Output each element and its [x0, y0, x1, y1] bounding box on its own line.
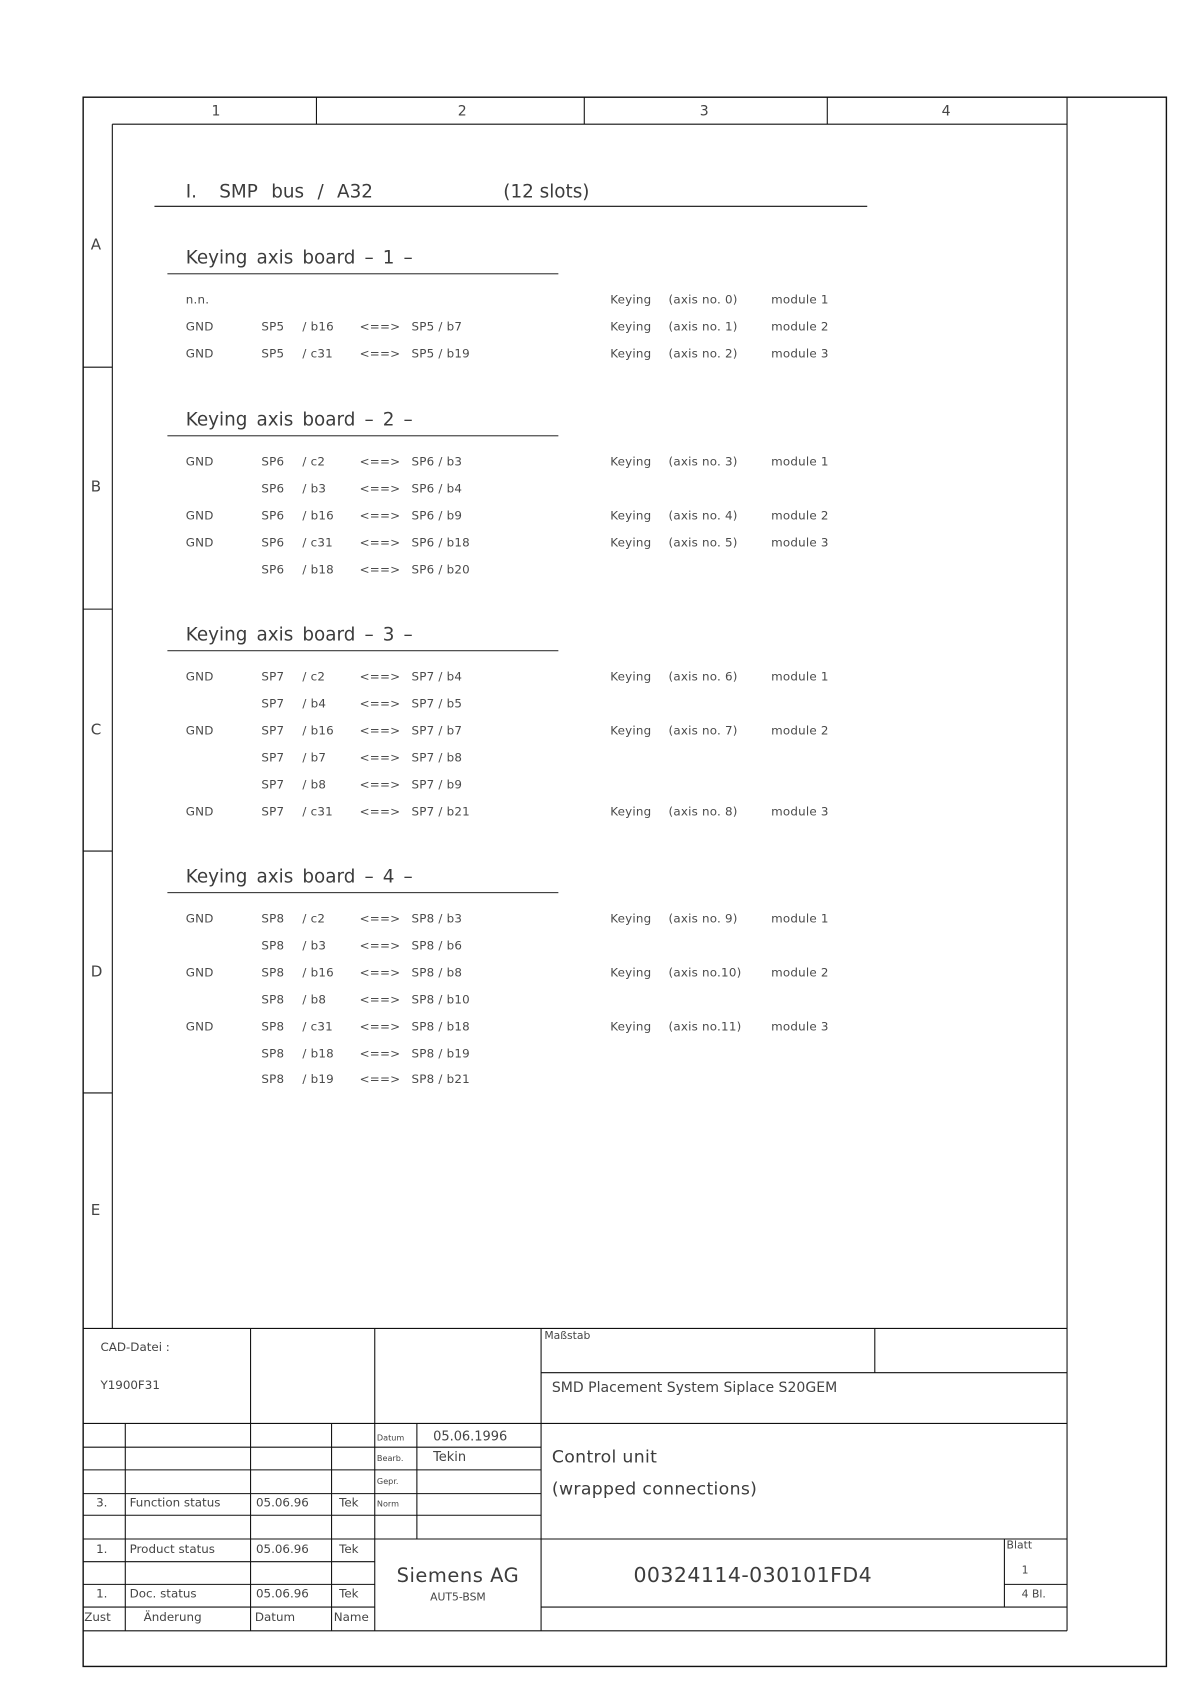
- connection-axis: (axis no. 5): [668, 535, 738, 550]
- connection-pin: / b8: [302, 777, 327, 792]
- department: AUT5-BSM: [430, 1591, 486, 1604]
- page-title: SMP bus / A32: [219, 181, 373, 204]
- revision-header-name: Name: [333, 1610, 369, 1625]
- connection-from: SP7: [261, 804, 285, 819]
- connection-pin: / c2: [302, 454, 326, 469]
- checked-label: Gepr.: [376, 1476, 399, 1487]
- connection-from: SP6: [261, 535, 285, 550]
- revision-change: Product status: [129, 1542, 215, 1557]
- connection-to: SP7 / b8: [411, 750, 463, 765]
- section-heading-underline: [167, 435, 558, 436]
- connection-label: n.n.: [185, 292, 210, 307]
- revision-index: 3.: [96, 1495, 108, 1510]
- connection-to: SP8 / b6: [411, 938, 463, 953]
- connection-pin: / b19: [302, 1072, 334, 1087]
- connection-from: SP5: [261, 319, 285, 334]
- connection-arrow: <==>: [359, 346, 401, 361]
- connection-arrow: <==>: [359, 965, 401, 980]
- connection-label: GND: [185, 319, 214, 334]
- connection-module: module 3: [771, 804, 829, 819]
- connection-pin: / b16: [302, 965, 334, 980]
- connection-module: module 1: [771, 292, 829, 307]
- connection-pin: / b3: [302, 938, 327, 953]
- connection-axis: (axis no.11): [668, 1019, 742, 1034]
- connection-keying: Keying: [610, 319, 652, 334]
- drawing-title-line2: (wrapped connections): [551, 1478, 758, 1500]
- connection-arrow: <==>: [359, 992, 401, 1007]
- connection-from: SP7: [261, 777, 285, 792]
- connection-arrow: <==>: [359, 777, 401, 792]
- sheet-number: 1: [1021, 1564, 1029, 1577]
- connection-pin: / b7: [302, 750, 327, 765]
- connection-label: GND: [185, 669, 214, 684]
- connection-module: module 1: [771, 911, 829, 926]
- section-heading: Keying axis board – 4 –: [185, 866, 413, 888]
- row-label: E: [90, 1202, 101, 1220]
- row-label: A: [90, 236, 102, 254]
- connection-to: SP5 / b7: [411, 319, 463, 334]
- connection-keying: Keying: [610, 292, 652, 307]
- connection-pin: / b18: [302, 562, 334, 577]
- connection-module: module 3: [771, 346, 829, 361]
- connection-arrow: <==>: [359, 319, 401, 334]
- sheet-total: 4 Bl.: [1021, 1588, 1046, 1601]
- connection-to: SP7 / b5: [411, 696, 463, 711]
- norm-label: Norm: [376, 1499, 400, 1509]
- connection-to: SP8 / b10: [411, 992, 470, 1007]
- revision-header-state: Zust: [84, 1610, 111, 1625]
- connection-module: module 2: [771, 319, 829, 334]
- connection-keying: Keying: [610, 508, 652, 523]
- connection-to: SP7 / b7: [411, 723, 463, 738]
- connection-pin: / b8: [302, 992, 327, 1007]
- revision-change: Doc. status: [129, 1586, 197, 1601]
- revision-header-change: Änderung: [143, 1610, 202, 1625]
- connection-pin: / b3: [302, 481, 327, 496]
- connection-label: GND: [185, 1019, 214, 1034]
- date-label: Datum: [376, 1433, 405, 1443]
- connection-to: SP7 / b4: [411, 669, 463, 684]
- connection-to: SP6 / b20: [411, 562, 470, 577]
- connection-pin: / c31: [302, 346, 333, 361]
- connection-axis: (axis no. 9): [668, 911, 738, 926]
- connection-arrow: <==>: [359, 938, 401, 953]
- revision-date: 05.06.96: [255, 1495, 309, 1510]
- connection-to: SP8 / b21: [411, 1072, 470, 1087]
- cad-file-label: CAD-Datei :: [100, 1340, 170, 1355]
- connection-keying: Keying: [610, 346, 652, 361]
- connection-pin: / c31: [302, 535, 333, 550]
- connection-keying: Keying: [610, 669, 652, 684]
- connection-arrow: <==>: [359, 669, 401, 684]
- drawing-number: 00324114-030101FD4: [633, 1563, 873, 1588]
- connection-module: module 3: [771, 1019, 829, 1034]
- section-heading-underline: [167, 650, 558, 651]
- column-label: 3: [699, 103, 709, 120]
- connection-label: GND: [185, 723, 214, 738]
- connection-axis: (axis no. 3): [668, 454, 738, 469]
- connection-arrow: <==>: [359, 723, 401, 738]
- connection-pin: / b16: [302, 723, 334, 738]
- connection-to: SP8 / b3: [411, 911, 463, 926]
- cad-file: Y1900F31: [100, 1378, 160, 1393]
- connection-axis: (axis no. 6): [668, 669, 738, 684]
- connection-label: GND: [185, 965, 214, 980]
- section-heading: Keying axis board – 1 –: [185, 247, 413, 269]
- connection-axis: (axis no. 1): [668, 319, 738, 334]
- drawing-title-line1: Control unit: [551, 1446, 658, 1467]
- connection-keying: Keying: [610, 454, 652, 469]
- connection-keying: Keying: [610, 1019, 652, 1034]
- connection-from: SP7: [261, 723, 285, 738]
- revision-change: Function status: [129, 1495, 221, 1510]
- title-number: I.: [185, 181, 198, 204]
- connection-arrow: <==>: [359, 454, 401, 469]
- connection-arrow: <==>: [359, 804, 401, 819]
- connection-from: SP8: [261, 1046, 285, 1061]
- connection-pin: / c2: [302, 911, 326, 926]
- section-heading: Keying axis board – 3 –: [185, 624, 413, 646]
- row-label: B: [90, 478, 102, 496]
- scale-label: Maßstab: [544, 1330, 591, 1343]
- connection-keying: Keying: [610, 965, 652, 980]
- connection-pin: / b18: [302, 1046, 334, 1061]
- connection-pin: / c31: [302, 804, 333, 819]
- connection-module: module 2: [771, 965, 829, 980]
- connection-keying: Keying: [610, 804, 652, 819]
- connection-module: module 2: [771, 508, 829, 523]
- connection-label: GND: [185, 535, 214, 550]
- drawn-by: Tekin: [433, 1449, 467, 1465]
- column-label: 1: [211, 103, 221, 120]
- connection-label: GND: [185, 804, 214, 819]
- system-name: SMD Placement System Siplace S20GEM: [551, 1380, 838, 1397]
- drawn-label: Bearb.: [376, 1453, 404, 1464]
- connection-pin: / c31: [302, 1019, 333, 1034]
- connection-arrow: <==>: [359, 535, 401, 550]
- company-name: Siemens AG: [396, 1564, 520, 1588]
- connection-from: SP6: [261, 562, 285, 577]
- connection-to: SP8 / b8: [411, 965, 463, 980]
- revision-name: Tek: [339, 1586, 359, 1601]
- connection-from: SP8: [261, 911, 285, 926]
- connection-to: SP7 / b21: [411, 804, 470, 819]
- connection-axis: (axis no. 0): [668, 292, 738, 307]
- revision-header-date: Datum: [254, 1610, 296, 1625]
- connection-module: module 1: [771, 669, 829, 684]
- connection-to: SP6 / b4: [411, 481, 463, 496]
- connection-from: SP8: [261, 938, 285, 953]
- connection-arrow: <==>: [359, 1072, 401, 1087]
- connection-from: SP7: [261, 696, 285, 711]
- revision-index: 1.: [96, 1542, 108, 1557]
- column-label: 2: [457, 103, 467, 120]
- title-slots: (12 slots): [503, 181, 590, 204]
- connection-module: module 2: [771, 723, 829, 738]
- connection-axis: (axis no. 8): [668, 804, 738, 819]
- connection-from: SP8: [261, 965, 285, 980]
- connection-axis: (axis no. 2): [668, 346, 738, 361]
- connection-keying: Keying: [610, 535, 652, 550]
- date-value: 05.06.1996: [433, 1428, 508, 1444]
- connection-from: SP6: [261, 508, 285, 523]
- connection-from: SP8: [261, 1072, 285, 1087]
- section-heading: Keying axis board – 2 –: [185, 409, 413, 431]
- connection-arrow: <==>: [359, 508, 401, 523]
- revision-name: Tek: [339, 1495, 359, 1510]
- connection-axis: (axis no.10): [668, 965, 742, 980]
- column-label: 4: [941, 103, 951, 120]
- connection-arrow: <==>: [359, 1046, 401, 1061]
- connection-label: GND: [185, 508, 214, 523]
- connection-to: SP8 / b18: [411, 1019, 470, 1034]
- connection-pin: / b16: [302, 508, 334, 523]
- connection-axis: (axis no. 4): [668, 508, 738, 523]
- revision-index: 1.: [96, 1586, 108, 1601]
- connection-from: SP7: [261, 750, 285, 765]
- connection-label: GND: [185, 346, 214, 361]
- connection-to: SP6 / b3: [411, 454, 463, 469]
- connection-arrow: <==>: [359, 750, 401, 765]
- connection-from: SP6: [261, 454, 285, 469]
- connection-arrow: <==>: [359, 696, 401, 711]
- connection-to: SP6 / b9: [411, 508, 463, 523]
- connection-arrow: <==>: [359, 911, 401, 926]
- connection-keying: Keying: [610, 911, 652, 926]
- connection-from: SP5: [261, 346, 285, 361]
- revision-date: 05.06.96: [255, 1586, 309, 1601]
- sheet-label: Blatt: [1006, 1540, 1033, 1552]
- connection-pin: / b4: [302, 696, 327, 711]
- connection-keying: Keying: [610, 723, 652, 738]
- connection-pin: / c2: [302, 669, 326, 684]
- connection-to: SP8 / b19: [411, 1046, 470, 1061]
- connection-label: GND: [185, 454, 214, 469]
- section-heading-underline: [167, 273, 558, 274]
- row-label: D: [90, 963, 103, 981]
- connection-module: module 3: [771, 535, 829, 550]
- section-heading-underline: [167, 892, 558, 893]
- connection-from: SP7: [261, 669, 285, 684]
- connection-from: SP6: [261, 481, 285, 496]
- connection-to: SP5 / b19: [411, 346, 470, 361]
- revision-name: Tek: [339, 1542, 359, 1557]
- connection-to: SP6 / b18: [411, 535, 470, 550]
- connection-arrow: <==>: [359, 562, 401, 577]
- connection-to: SP7 / b9: [411, 777, 463, 792]
- connection-pin: / b16: [302, 319, 334, 334]
- connection-arrow: <==>: [359, 481, 401, 496]
- connection-label: GND: [185, 911, 214, 926]
- revision-date: 05.06.96: [255, 1542, 309, 1557]
- connection-module: module 1: [771, 454, 829, 469]
- connection-from: SP8: [261, 1019, 285, 1034]
- row-label: C: [90, 721, 102, 739]
- connection-from: SP8: [261, 992, 285, 1007]
- connection-arrow: <==>: [359, 1019, 401, 1034]
- connection-axis: (axis no. 7): [668, 723, 738, 738]
